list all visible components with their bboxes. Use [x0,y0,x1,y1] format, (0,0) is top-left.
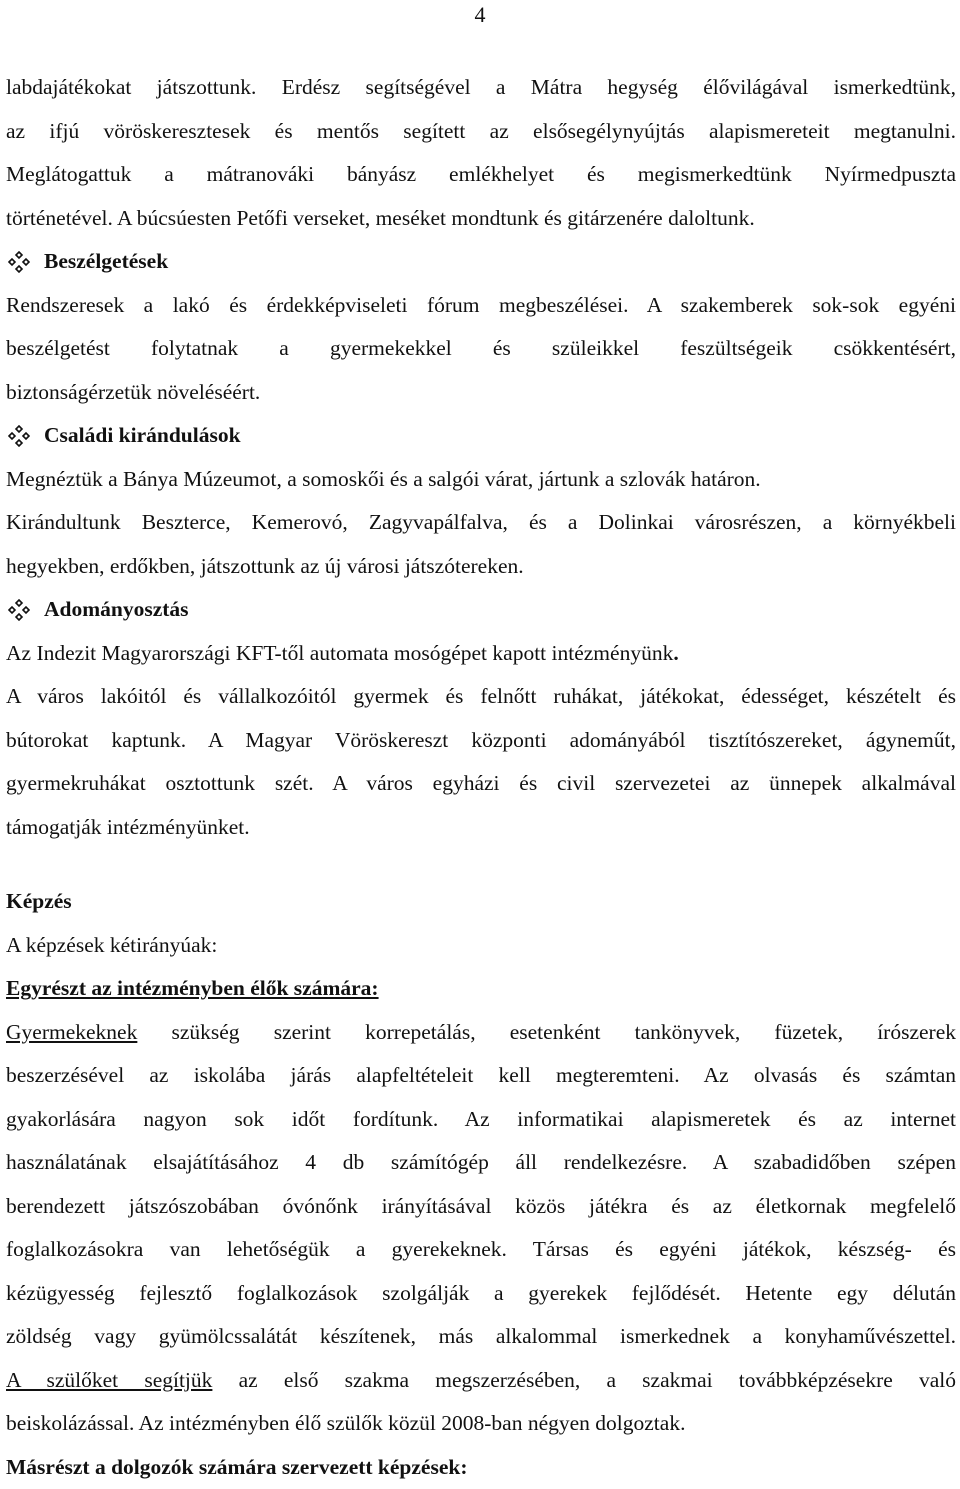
heading-text: Beszélgetések [44,240,168,284]
paragraph-line: az ifjú vöröskeresztesek és mentős segített az elsősegélynyújtás alapismereteit megtanulni. [6,110,956,154]
paragraph-line [6,1011,956,1055]
section-heading-kirandulasok [6,414,956,458]
underlined-term: Gyermekeknek [6,1020,137,1044]
section-heading-beszelgetesek [6,240,956,284]
paragraph-line: A város lakóitól és vállalkozóitól gyermek és felnőtt ruhákat, játékokat, édességet, készételt és [6,675,956,719]
paragraph-line: beszélgetést folytatnak a gyermekekkel és szüleikkel feszültségeik csökkentésért, [6,327,956,371]
diamond-bullet-icon [8,599,30,621]
diamond-bullet-icon [8,425,30,447]
paragraph-line: zöldség vagy gyümölcssalátát készítenek, más alkalommal ismerkednek a konyhaművészettel. [6,1315,956,1359]
paragraph-line: Kirándultunk Beszterce, Kemerovó, Zagyvapálfalva, és a Dolinkai városrészen, a környékbeli [6,501,956,545]
paragraph-line: berendezett játszószobában óvónőnk irányításával közös játékra és az életkornak megfelelő [6,1185,956,1229]
paragraph-line: kézügyesség fejlesztő foglalkozások szolgálják a gyerekek fejlődését. Hetente egy délután [6,1272,956,1316]
paragraph-line: beiskolázással. Az intézményben élő szülők közül 2008-ban négyen dolgoztak. [6,1402,956,1446]
page-number: 4 [0,2,960,28]
diamond-bullet-icon [8,251,30,273]
paragraph-line: gyakorlására nagyon sok időt fordítunk. Az informatikai alapismeretek és az internet [6,1098,956,1142]
paragraph-line: labdajátékokat játszottunk. Erdész segítségével a Mátra hegység élővilágával ismerkedtünk, [6,66,956,110]
section-heading-kepzes: Képzés [6,880,956,924]
paragraph-line: Rendszeresek a lakó és érdekképviseleti fórum megbeszélései. A szakemberek sok-sok egyéni [6,284,956,328]
paragraph-line: biztonságérzetük növeléséért. [6,371,956,415]
paragraph-line: A képzések kétirányúak: [6,924,956,968]
paragraph-line: Megnéztük a Bánya Múzeumot, a somoskői és a salgói várat, jártunk a szlovák határon. [6,458,956,502]
paragraph-line: foglalkozásokra van lehetőségük a gyerekeknek. Társas és egyéni játékok, készség- és [6,1228,956,1272]
paragraph-line: beszerzésével az iskolába járás alapfeltételeit kell megteremteni. Az olvasás és számtan [6,1054,956,1098]
paragraph-line [6,1359,956,1403]
paragraph-gap [6,849,956,880]
heading-text: Családi kirándulások [44,414,241,458]
paragraph-line: Meglátogattuk a mátranováki bányász emlékhelyet és megismerkedtünk Nyírmedpuszta [6,153,956,197]
line-text: az első szakma megszerzésében, a szakmai továbbképzésekre való [212,1368,956,1392]
page-content [6,66,956,1489]
underlined-term: A szülőket segítjük [6,1368,212,1392]
paragraph-line: használatának elsajátításához 4 db számítógép áll rendelkezésre. A szabadidőben szépen [6,1141,956,1185]
line-text: szükség szerint korrepetálás, esetenként tankönyvek, füzetek, írószerek [137,1020,956,1044]
line-end-period: . [673,641,678,665]
subheading-masreszt: Másrészt a dolgozók számára szervezett képzések: [6,1446,956,1489]
section-heading-adomanyosztas [6,588,956,632]
paragraph-line: bútorokat kaptunk. A Magyar Vöröskereszt központi adományából tisztítószereket, ágyneműt, [6,719,956,763]
subheading-egyreszt: Egyrészt az intézményben élők számára: [6,967,956,1011]
paragraph-line: támogatják intézményünket. [6,806,956,850]
paragraph-line [6,632,956,676]
paragraph-line: történetével. A búcsúesten Petőfi verseket, meséket mondtunk és gitárzenére daloltunk. [6,197,956,241]
heading-text: Adományosztás [44,588,189,632]
paragraph-line: hegyekben, erdőkben, játszottunk az új városi játszótereken. [6,545,956,589]
line-text: Az Indezit Magyarországi KFT-től automata mosógépet kapott intézményünk [6,641,673,665]
paragraph-line: gyermekruhákat osztottunk szét. A város egyházi és civil szervezetei az ünnepek alkalmával [6,762,956,806]
